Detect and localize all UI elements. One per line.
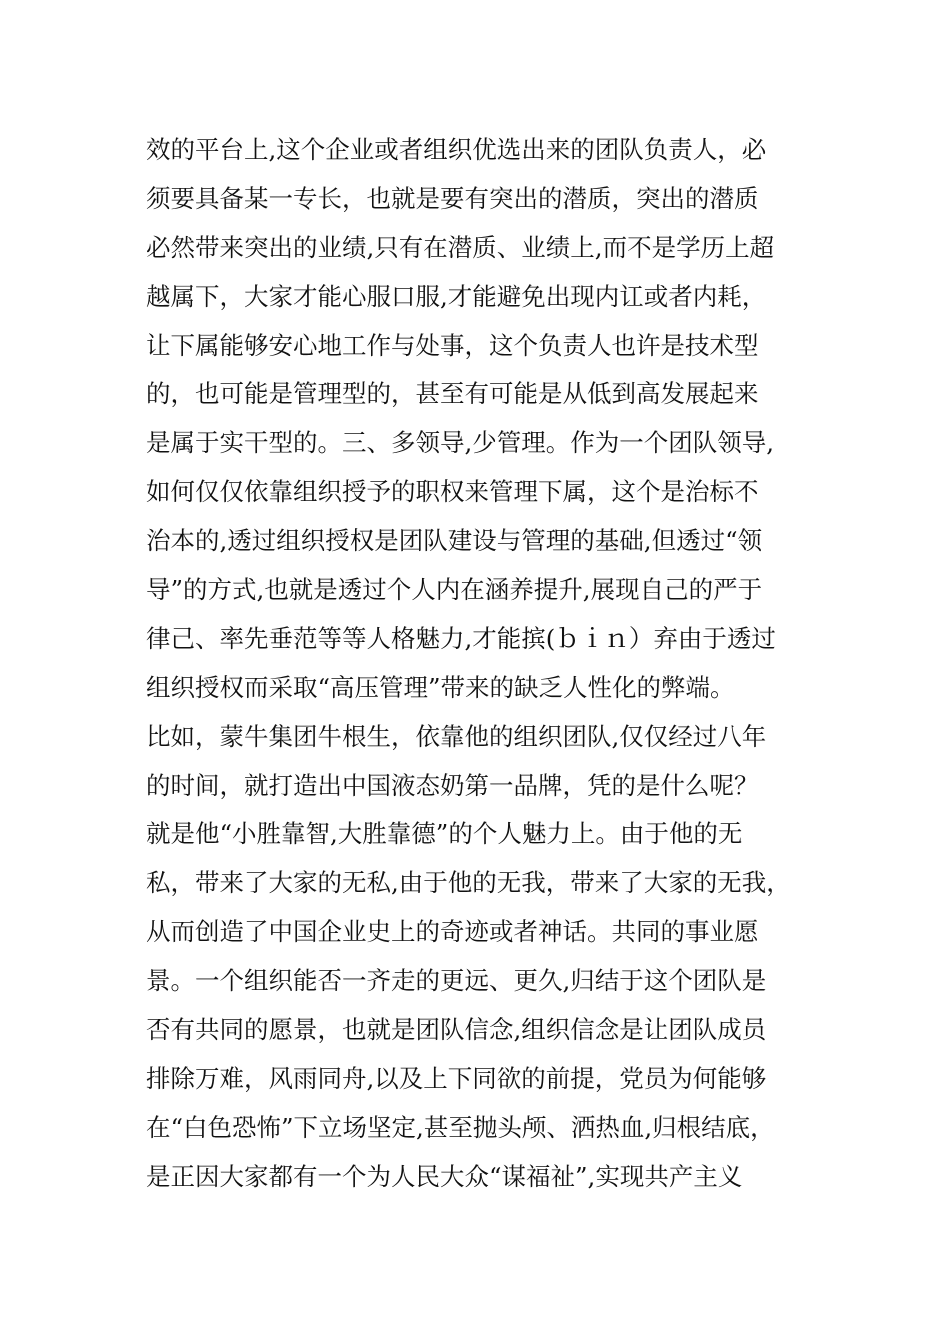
text-line: 让下属能够安心地工作与处事，这个负责人也许是技术型 xyxy=(146,330,759,360)
text-line: 在“白色恐怖”下立场坚定,甚至抛头颅、洒热血,归根结底， xyxy=(146,1112,775,1142)
text-line: 效的平台上,这个企业或者组织优选出来的团队负责人，必 xyxy=(146,135,767,164)
text-line: 越属下，大家才能心服口服,才能避免出现内讧或者内耗， xyxy=(146,281,767,311)
text-line: 是属于实干型的。三、多领导,少管理。作为一个团队领导, xyxy=(146,428,775,458)
text-line: 组织授权而采取“高压管理”带来的缺乏人性化的弊端。 xyxy=(146,672,735,702)
text-line: 律己、率先垂范等等人格魅力,才能摈(ｂｉｎ）弃由于透过 xyxy=(146,623,776,653)
text-line: 就是他“小胜靠智,大胜靠德”的个人魅力上。由于他的无 xyxy=(146,819,743,849)
text-line: 是正因大家都有一个为人民大众“谋福祉”,实现共产主义 xyxy=(146,1161,743,1191)
text-line: 须要具备某一专长，也就是要有突出的潜质，突出的潜质 xyxy=(146,183,759,213)
text-line: 景。一个组织能否一齐走的更远、更久,归结于这个团队是 xyxy=(146,966,767,996)
text-line: 私，带来了大家的无私,由于他的无我，带来了大家的无我， xyxy=(146,868,791,898)
text-line: 治本的,透过组织授权是团队建设与管理的基础,但透过“领 xyxy=(146,526,763,556)
text-line: 的时间，就打造出中国液态奶第一品牌，凭的是什么呢？ xyxy=(146,770,759,800)
text-line: 的，也可能是管理型的，甚至有可能是从低到高发展起来 xyxy=(146,379,759,409)
text-line: 导”的方式,也就是透过个人内在涵养提升,展现自己的严于 xyxy=(146,575,763,605)
text-line: 否有共同的愿景，也就是团队信念,组织信念是让团队成员 xyxy=(146,1015,767,1045)
text-line: 比如，蒙牛集团牛根生，依靠他的组织团队,仅仅经过八年 xyxy=(146,721,767,751)
text-line: 必然带来突出的业绩,只有在潜质、业绩上,而不是学历上超 xyxy=(146,232,775,262)
text-line: 如何仅仅依靠组织授予的职权来管理下属，这个是治标不 xyxy=(146,477,759,507)
body-text xyxy=(146,126,826,1202)
text-line: 排除万难，风雨同舟,以及上下同欲的前提，党员为何能够 xyxy=(146,1063,767,1093)
text-line: 从而创造了中国企业史上的奇迹或者神话。共同的事业愿 xyxy=(146,917,759,947)
